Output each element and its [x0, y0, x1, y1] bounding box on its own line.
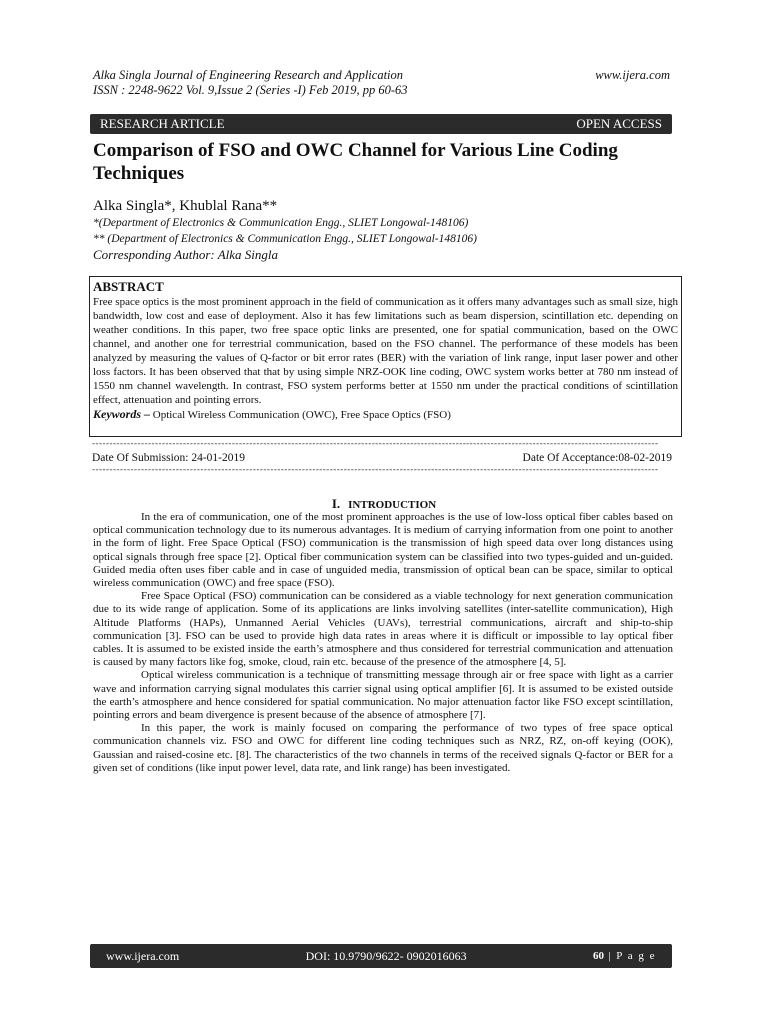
divider-bottom: ------------------------------------------------------------------------------------------------------------------------------------------------------------------	[92, 464, 659, 474]
author-list: Alka Singla*, Khublal Rana**	[93, 198, 278, 214]
section-title: INTRODUCTION	[348, 499, 437, 511]
footer-doi: DOI: 10.9790/9622- 0902016063	[305, 948, 467, 963]
journal-website: www.ijera.com	[595, 68, 670, 82]
article-type-bar	[90, 114, 672, 134]
corresponding-author: Corresponding Author: Alka Singla	[93, 247, 279, 262]
page-label: | P a g e	[608, 950, 656, 962]
abstract-box	[89, 276, 682, 437]
acceptance-date: Date Of Acceptance:08-02-2019	[522, 452, 672, 464]
footer-page	[593, 950, 656, 962]
page-number: 60	[593, 950, 605, 962]
journal-name: Alka Singla Journal of Engineering Research and Application	[93, 68, 404, 82]
keywords-label: Keywords –	[93, 407, 150, 421]
keywords-line	[93, 407, 678, 422]
paragraph: Optical wireless communication is a technique of transmitting message through air or free space with light as a carrier wave and information carrying signal modulates this carrier signal using optical amplifier [6]. It is assumed to be existed outside the earth’s atmosphere and hence considered for spatial communication. No major attenuation factor like FSO except scintillation, pointing errors and beam divergence is present because of the absence of atmosphere [7].	[93, 669, 673, 722]
page-footer	[90, 944, 672, 968]
submission-date: Date Of Submission: 24-01-2019	[92, 452, 246, 464]
section-number: I.	[331, 496, 341, 511]
keywords-text: Optical Wireless Communication (OWC), Free Space Optics (FSO)	[152, 409, 451, 421]
affiliation-2: ** (Department of Electronics & Communication Engg., SLIET Longowal-148106)	[93, 233, 477, 245]
paragraph: In this paper, the work is mainly focused on comparing the performance of two types of free space optical communication channels viz. FSO and OWC for different line coding techniques such as NRZ, RZ, on-off keying (OOK), Gaussian and raised-cosine etc. [8]. The characteristics of the two channels in terms of the received signals Q-factor or BER for a given set of conditions (like input power level, data rate, and link range) has been investigated.	[93, 722, 673, 774]
body-text	[93, 511, 673, 775]
section-heading	[0, 496, 768, 512]
affiliation-1: *(Department of Electronics & Communication Engg., SLIET Longowal-148106)	[93, 217, 469, 229]
paragraph: In the era of communication, one of the most prominent approaches is the use of low-loss optical fiber cables based on optical communication technology due to its numerous advantages. It is medium of carrying information from one point to another in the form of light. Free Space Optical (FSO) communication is the transmission of high speed data over long distances using optical signals through free space [2]. Optical fiber communication system can be classified into two types-guided and un-guided. Guided media often uses fiber cable and in case of unguided media, transmission of optical bean can be space, similar to optical wireless communication (OWC) and free space (FSO).	[93, 511, 673, 590]
open-access-label: OPEN ACCESS	[576, 116, 662, 131]
article-type-label: RESEARCH ARTICLE	[100, 116, 225, 131]
divider-top: ------------------------------------------------------------------------------------------------------------------------------------------------------------------	[92, 438, 659, 448]
abstract-text: Free space optics is the most prominent approach in the field of communication as it offers many advantages such as small size, high bandwidth, low cost and ease of deployment. Also it has few limitations such as beam dispersion, scintillation etc. depending on weather conditions. In this paper, two free space optic links are presented, one for spatial communication, based on the OWC channel, and another one for terrestrial communication, based on the FSO channel. The performance of these models has been analyzed by measuring the values of Q-factor or bit error rates (BER) with the variation of link range, input laser power and other loss factors. It has been observed that that by using simple NRZ-OOK line coding, OWC system works better at 780 nm instead of 1550 nm channel wavelength. In contrast, FSO system performs better at 1550 nm under the practical conditions of scintillation effect, attenuation and pointing errors.	[93, 296, 678, 406]
paragraph: Free Space Optical (FSO) communication can be considered as a viable technology for next generation communication due to its wide range of application. Some of its applications are links involving satellites (inter-satellite communication), High Altitude Platforms (HAPs), Unmanned Aerial Vehicles (UAVs), terrestrial communications, aircraft and ship-to-ship communication [3]. FSO can be used to provide high data rates in areas where it is difficult or impossible to lay optical fiber cables. It is assumed to be existed inside the earth’s atmosphere and thus considered for terrestrial communication and attenuation is caused by many factors like fog, smoke, cloud, rain etc. because of the presence of the atmosphere [4, 5].	[93, 590, 673, 669]
footer-website: www.ijera.com	[106, 948, 180, 963]
paper-title: Comparison of FSO and OWC Channel for Various Line Coding Techniques	[93, 140, 618, 184]
journal-issn: ISSN : 2248-9622 Vol. 9,Issue 2 (Series -I) Feb 2019, pp 60-63	[93, 83, 408, 97]
abstract-heading: ABSTRACT	[93, 279, 164, 294]
